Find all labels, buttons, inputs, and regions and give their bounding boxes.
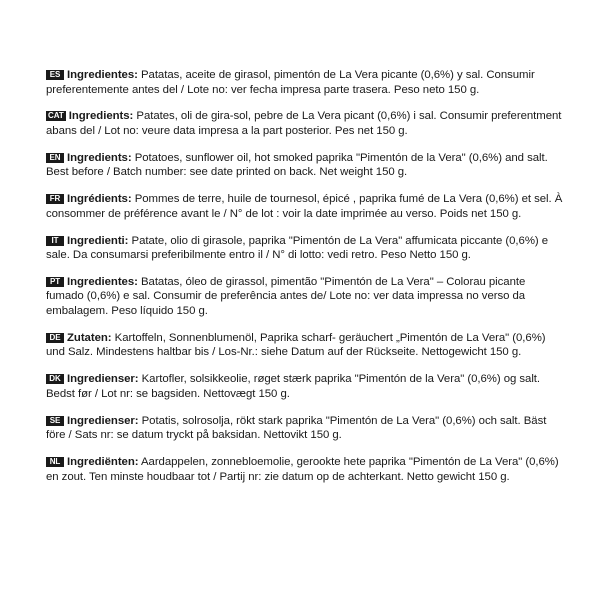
entry-heading: Ingrédients:	[67, 193, 132, 206]
entry-heading: Ingredienser:	[67, 373, 139, 386]
language-code-badge: CAT	[48, 111, 64, 121]
entry-text: Patate, olio di girasole, paprika "Pimentón de La Vera" affumicata piccante (0,6%) e sale. Da consumarsi preferibilmente entro il / N° di lotto: vedi retro. Peso Netto 150 g.	[46, 234, 549, 262]
entry-text: Kartoffeln, Sonnenblumenöl, Paprika scharf- geräuchert „Pimentón de La Vera" (0,6%) und Salz. Mindestens haltbar bis / Los-Nr.: siehe Datum auf der Rückseite. Nettogewicht 150 g.	[46, 331, 546, 359]
entry-dk	[46, 372, 566, 401]
entry-fr	[46, 192, 566, 221]
language-code-badge: DE	[46, 333, 64, 343]
language-code-badge: IT	[46, 236, 64, 246]
language-code-badge: EN	[46, 153, 64, 163]
entry-heading: Ingredientes:	[67, 69, 138, 81]
language-code-badge: FR	[46, 194, 64, 204]
entry-se	[46, 414, 566, 443]
entry-heading: Ingredienti:	[67, 234, 129, 247]
language-code-badge: PT	[46, 277, 64, 287]
entry-text: Kartofler, solsikkeolie, røget stærk paprika "Pimentón de la Vera" (0,6%) og salt. Bedst før / Lot nr: se bagsiden. Nettovægt 150 g.	[46, 373, 541, 400]
entry-heading: Ingredienser:	[67, 414, 139, 427]
entry-heading: Ingredients:	[67, 151, 132, 164]
ingredients-label	[46, 68, 566, 496]
language-code-badge: NL	[46, 457, 64, 467]
entry-heading: Ingredientes:	[67, 275, 138, 288]
entry-pt	[46, 275, 566, 319]
language-code-badge: DK	[46, 374, 64, 384]
entry-text: Pommes de terre, huile de tournesol, épicé , paprika fumé de La Vera (0,6%) et sel. À consommer de préférence avant le / N° de lot : voir la date imprimée au verso. Poids net 150 g.	[46, 193, 563, 220]
entry-es	[46, 68, 566, 97]
entry-text: Patates, oli de gira-sol, pebre de La Vera picant (0,6%) i sal. Consumir preferentment abans del / Lot no: veure data impresa a la part posterior. Pes net 150 g.	[46, 110, 562, 137]
entry-en	[46, 151, 566, 180]
entry-text: Potatoes, sunflower oil, hot smoked paprika "Pimentón de la Vera" (0,6%) and salt. Best before / Batch number: see date printed on back. Net weight 150 g.	[46, 151, 548, 179]
entry-text: Aardappelen, zonnebloemolie, gerookte hete paprika "Pimentón de La Vera" (0,6%) en zout. Ten minste houdbaar tot / Partij nr: zie datum op de achterkant. Netto gewicht 150 g.	[46, 455, 559, 483]
entry-nl	[46, 455, 566, 484]
entry-cat	[46, 109, 566, 138]
entry-text: Potatis, solrosolja, rökt stark paprika "Pimentón de La Vera" (0,6%) och salt. Bäst före / Sats nr: se datum tryckt på baksidan. Nettovikt 150 g.	[46, 414, 547, 442]
entry-heading: Ingredients:	[68, 110, 134, 123]
entry-heading: Zutaten:	[67, 331, 112, 344]
language-code-badge: ES	[46, 70, 64, 80]
entry-heading: Ingrediënten:	[67, 455, 139, 468]
entry-text: Batatas, óleo de girassol, pimentão "Pimentón de La Vera" – Colorau picante fumado (0,6%) e sal. Consumir de preferência antes de/ Lote no: ver data impressa no verso da embalagem. Peso líquido 150 g.	[46, 275, 526, 318]
entry-it	[46, 234, 566, 263]
language-code-badge: SE	[46, 416, 64, 426]
entry-de	[46, 331, 566, 360]
entry-text: Patatas, aceite de girasol, pimentón de La Vera picante (0,6%) y sal. Consumir preferentemente antes del / Lote no: ver fecha impresa parte trasera. Peso neto 150 g.	[46, 69, 535, 96]
